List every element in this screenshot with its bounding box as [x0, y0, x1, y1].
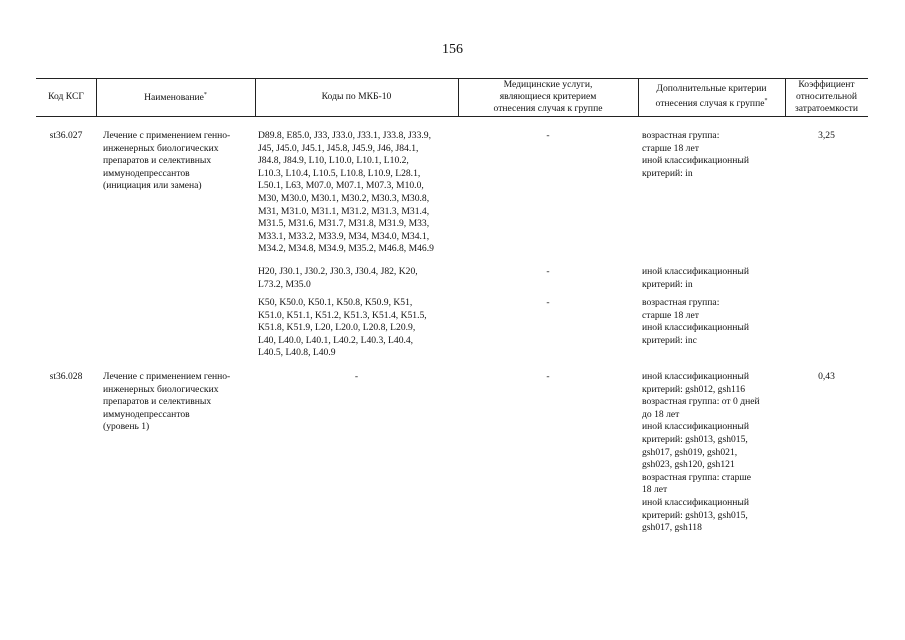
header-ksg-code [36, 78, 96, 116]
ksg-name-line: иммунодепрессантов [103, 408, 190, 420]
criteria-line: 18 лет [642, 484, 668, 496]
mkb-line: K51.0, K51.1, K51.2, K51.3, K51.4, K51.5, [258, 309, 427, 321]
criteria-line: возрастная группа: [642, 297, 720, 308]
header-criteria-line: отнесения случая к группе [655, 98, 765, 110]
header-mkb-codes-label: Коды по МКБ-10 [321, 91, 392, 102]
mkb-codes: - [354, 371, 359, 382]
criteria-line: иной классификационный [642, 266, 749, 277]
header-services [458, 78, 638, 116]
criteria-line: gsh017, gsh019, gsh021, [642, 446, 738, 458]
mkb-line: H20, J30.1, J30.2, J30.3, J30.4, J82, K20, [258, 266, 418, 277]
header-criteria [638, 78, 785, 116]
mkb-line: M34.2, M34.8, M34.9, M35.2, M46.8, M46.9 [258, 243, 434, 255]
mkb-line: J45, J45.0, J45.1, J45.8, J45.9, J46, J84.1, [258, 142, 419, 154]
mkb-line: D89.8, E85.0, J33, J33.0, J33.1, J33.8, J33.9, [258, 130, 431, 141]
criteria-line: критерий: gsh013, gsh015, [642, 433, 748, 445]
criteria-line: gsh023, gsh120, gsh121 [642, 459, 735, 471]
service-criterion: - [546, 297, 550, 308]
ksg-name-line: (инициация или замена) [103, 180, 202, 192]
ksg-name-line: Лечение с применением генно- [103, 371, 231, 382]
header-coef-line: затратоемкости [794, 103, 859, 114]
ksg-name-line: (уровень 1) [103, 421, 150, 433]
ksg-name-line: иммунодепрессантов [103, 167, 190, 179]
footnote-mark: * [764, 98, 768, 105]
ksg-code: st36.028 [49, 371, 83, 382]
criteria-line: критерий: in [642, 167, 693, 179]
criteria-line: возрастная группа: старше [642, 471, 752, 483]
mkb-line: L73.2, M35.0 [258, 278, 311, 290]
criteria-line: возрастная группа: [642, 130, 720, 141]
criteria-line: gsh017, gsh118 [642, 522, 702, 534]
header-coef [785, 78, 868, 116]
criteria-line: иной классификационный [642, 496, 749, 508]
ksg-name [103, 130, 230, 193]
service-criterion: - [546, 371, 550, 382]
header-services-line: Медицинские услуги, [503, 79, 593, 90]
ksg-coef: 0,43 [818, 371, 835, 382]
criteria-line: критерий: gsh012, gsh116 [642, 383, 746, 395]
header-name-label: Наименование [144, 92, 204, 104]
mkb-line: L40.5, L40.8, L40.9 [258, 347, 336, 359]
header-name [96, 78, 255, 116]
mkb-line: M31.5, M31.6, M31.7, M31.8, M31.9, M33, [258, 218, 430, 230]
ksg-name [103, 371, 230, 434]
mkb-line: L50.1, L63, M07.0, M07.1, M07.3, M10.0, [258, 180, 424, 192]
criteria-line: иной классификационный [642, 371, 749, 382]
additional-criteria [642, 266, 749, 291]
additional-criteria [642, 297, 749, 347]
criteria-line: критерий: gsh013, gsh015, [642, 509, 748, 521]
mkb-codes [258, 130, 434, 256]
header-coef-line: Коэффициент [798, 79, 855, 90]
mkb-line: L10.3, L10.4, L10.5, L10.8, L10.9, L28.1, [258, 167, 421, 179]
criteria-line: возрастная группа: от 0 дней [642, 396, 760, 408]
criteria-line: старше 18 лет [642, 142, 699, 154]
additional-criteria [642, 371, 760, 535]
criteria-line: старше 18 лет [642, 309, 699, 321]
criteria-line: иной классификационный [642, 322, 749, 334]
mkb-line: M33.1, M33.2, M33.9, M34, M34.0, M34.1, [258, 230, 430, 242]
mkb-line: L40, L40.0, L40.1, L40.2, L40.3, L40.4, [258, 334, 414, 346]
header-ksg-code-label: Код КСГ [48, 91, 84, 102]
mkb-line: M31, M31.0, M31.1, M31.2, M31.3, M31.4, [258, 205, 430, 217]
ksg-name-line: препаратов и селективных [103, 155, 212, 167]
ksg-name-line: Лечение с применением генно- [103, 130, 231, 141]
mkb-line: J84.8, J84.9, L10, L10.0, L10.1, L10.2, [258, 155, 409, 167]
header-mkb-codes [255, 78, 458, 116]
service-criterion: - [546, 266, 550, 277]
ksg-code: st36.027 [49, 130, 83, 141]
ksg-name-line: препаратов и селективных [103, 396, 212, 408]
service-criterion: - [546, 130, 550, 141]
mkb-line: K50, K50.0, K50.1, K50.8, K50.9, K51, [258, 297, 413, 308]
mkb-codes [258, 297, 427, 360]
header-services-line: являющиеся критерием [499, 91, 597, 102]
criteria-line: иной классификационный [642, 421, 749, 433]
header-coef-line: относительной [795, 91, 858, 102]
mkb-line: M30, M30.0, M30.1, M30.2, M30.3, M30.8, [258, 192, 430, 204]
table-header-rule [36, 116, 868, 117]
header-criteria-line: Дополнительные критерии [656, 83, 767, 95]
additional-criteria [642, 130, 749, 180]
header-services-line: отнесения случая к группе [493, 103, 603, 114]
footnote-mark: * [203, 92, 207, 99]
ksg-name-line: инженерных биологических [103, 383, 219, 395]
mkb-codes [258, 266, 418, 291]
mkb-line: K51.8, K51.9, L20, L20.0, L20.8, L20.9, [258, 322, 416, 334]
criteria-line: иной классификационный [642, 155, 749, 167]
page-number: 156 [442, 42, 463, 57]
criteria-line: до 18 лет [642, 408, 680, 420]
ksg-name-line: инженерных биологических [103, 142, 219, 154]
ksg-coef: 3,25 [818, 130, 835, 141]
criteria-line: критерий: in [642, 278, 693, 290]
criteria-line: критерий: inc [642, 334, 697, 346]
